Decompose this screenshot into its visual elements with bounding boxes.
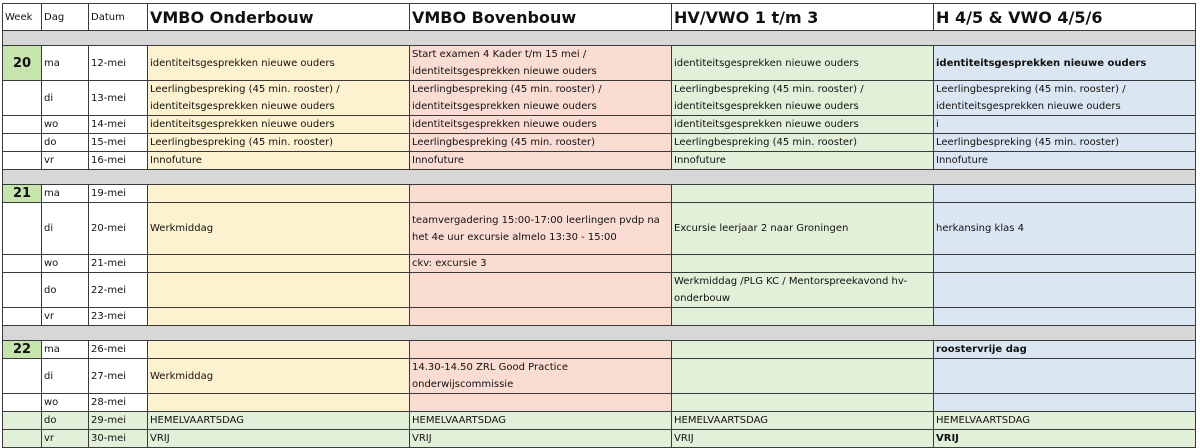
cell-hv-vwo (672, 341, 934, 359)
cell-vmbo-onderbouw: VRIJ (148, 430, 410, 448)
cell-vmbo-bovenbouw (410, 341, 672, 359)
separator-row (3, 326, 1196, 341)
week-number: 22 (3, 341, 42, 359)
day-cell: do (42, 273, 89, 308)
date-cell: 21-mei (89, 255, 148, 273)
table-row (3, 412, 1196, 430)
cell-vmbo-onderbouw: Innofuture (148, 152, 410, 170)
table-row (3, 46, 1196, 81)
cell-vmbo-onderbouw (148, 308, 410, 326)
date-cell: 12-mei (89, 46, 148, 81)
table-row (3, 134, 1196, 152)
day-cell: di (42, 81, 89, 116)
date-cell: 14-mei (89, 116, 148, 134)
table-row (3, 255, 1196, 273)
cell-hv-vwo: Innofuture (672, 152, 934, 170)
day-cell: do (42, 134, 89, 152)
cell-hv-vwo (672, 308, 934, 326)
cell-h45 (934, 394, 1196, 412)
cell-h45: herkansing klas 4 (934, 203, 1196, 255)
date-cell: 19-mei (89, 185, 148, 203)
date-cell: 13-mei (89, 81, 148, 116)
cell-hv-vwo: identiteitsgesprekken nieuwe ouders (672, 116, 934, 134)
cell-vmbo-onderbouw: identiteitsgesprekken nieuwe ouders (148, 46, 410, 81)
cell-hv-vwo: Leerlingbespreking (45 min. rooster) / identiteitsgesprekken nieuwe ouders (672, 81, 934, 116)
date-cell: 22-mei (89, 273, 148, 308)
header-dag: Dag (42, 4, 89, 31)
header-week: Week (3, 4, 42, 31)
cell-h45: Innofuture (934, 152, 1196, 170)
header-vmbo-bovenbouw: VMBO Bovenbouw (410, 4, 672, 31)
week-cell (3, 255, 42, 273)
cell-h45: Leerlingbespreking (45 min. rooster) (934, 134, 1196, 152)
cell-vmbo-bovenbouw: 14.30-14.50 ZRL Good Practice onderwijscommissie (410, 359, 672, 394)
cell-hv-vwo: Leerlingbespreking (45 min. rooster) (672, 134, 934, 152)
cell-hv-vwo: VRIJ (672, 430, 934, 448)
week-number: 20 (3, 46, 42, 81)
header-datum: Datum (89, 4, 148, 31)
table-row (3, 273, 1196, 308)
date-cell: 29-mei (89, 412, 148, 430)
cell-vmbo-bovenbouw: teamvergadering 15:00-17:00 leerlingen pvdp na het 4e uur excursie almelo 13:30 - 15:00 (410, 203, 672, 255)
table-row (3, 185, 1196, 203)
cell-hv-vwo (672, 359, 934, 394)
cell-vmbo-onderbouw (148, 185, 410, 203)
cell-vmbo-onderbouw: Werkmiddag (148, 203, 410, 255)
cell-vmbo-bovenbouw: Start examen 4 Kader t/m 15 mei / identiteitsgesprekken nieuwe ouders (410, 46, 672, 81)
schedule-table (2, 3, 1196, 448)
cell-vmbo-onderbouw (148, 394, 410, 412)
day-cell: ma (42, 341, 89, 359)
cell-h45: i (934, 116, 1196, 134)
week-cell (3, 152, 42, 170)
week-cell (3, 81, 42, 116)
cell-vmbo-onderbouw (148, 273, 410, 308)
date-cell: 20-mei (89, 203, 148, 255)
day-cell: ma (42, 185, 89, 203)
day-cell: wo (42, 116, 89, 134)
cell-hv-vwo: Werkmiddag /PLG KC / Mentorspreekavond hv-onderbouw (672, 273, 934, 308)
header-h45-vwo456: H 4/5 & VWO 4/5/6 (934, 4, 1196, 31)
cell-vmbo-onderbouw (148, 341, 410, 359)
cell-hv-vwo (672, 185, 934, 203)
cell-hv-vwo: identiteitsgesprekken nieuwe ouders (672, 46, 934, 81)
cell-h45 (934, 273, 1196, 308)
cell-vmbo-bovenbouw (410, 273, 672, 308)
cell-h45: HEMELVAARTSDAG (934, 412, 1196, 430)
cell-hv-vwo (672, 255, 934, 273)
table-row (3, 341, 1196, 359)
table-row (3, 394, 1196, 412)
cell-vmbo-onderbouw: identiteitsgesprekken nieuwe ouders (148, 116, 410, 134)
date-cell: 16-mei (89, 152, 148, 170)
cell-h45 (934, 308, 1196, 326)
week-number: 21 (3, 185, 42, 203)
date-cell: 15-mei (89, 134, 148, 152)
date-cell: 23-mei (89, 308, 148, 326)
week-cell (3, 412, 42, 430)
cell-vmbo-bovenbouw (410, 185, 672, 203)
day-cell: vr (42, 430, 89, 448)
cell-vmbo-bovenbouw: VRIJ (410, 430, 672, 448)
table-row (3, 359, 1196, 394)
separator-row (3, 31, 1196, 46)
cell-vmbo-onderbouw: Werkmiddag (148, 359, 410, 394)
cell-hv-vwo (672, 394, 934, 412)
cell-h45: Leerlingbespreking (45 min. rooster) / identiteitsgesprekken nieuwe ouders (934, 81, 1196, 116)
cell-h45: identiteitsgesprekken nieuwe ouders (934, 46, 1196, 81)
cell-h45 (934, 185, 1196, 203)
date-cell: 28-mei (89, 394, 148, 412)
week-cell (3, 308, 42, 326)
week-cell (3, 430, 42, 448)
week-cell (3, 273, 42, 308)
cell-vmbo-onderbouw: HEMELVAARTSDAG (148, 412, 410, 430)
date-cell: 27-mei (89, 359, 148, 394)
table-row (3, 152, 1196, 170)
week-cell (3, 359, 42, 394)
cell-vmbo-bovenbouw: identiteitsgesprekken nieuwe ouders (410, 116, 672, 134)
cell-vmbo-onderbouw (148, 255, 410, 273)
table-row (3, 308, 1196, 326)
day-cell: di (42, 203, 89, 255)
day-cell: vr (42, 308, 89, 326)
week-cell (3, 116, 42, 134)
cell-vmbo-bovenbouw: Innofuture (410, 152, 672, 170)
day-cell: di (42, 359, 89, 394)
date-cell: 26-mei (89, 341, 148, 359)
separator-row (3, 170, 1196, 185)
header-hv-vwo: HV/VWO 1 t/m 3 (672, 4, 934, 31)
day-cell: wo (42, 394, 89, 412)
cell-vmbo-bovenbouw: Leerlingbespreking (45 min. rooster) (410, 134, 672, 152)
table-row (3, 116, 1196, 134)
table-row (3, 203, 1196, 255)
cell-hv-vwo: HEMELVAARTSDAG (672, 412, 934, 430)
cell-vmbo-bovenbouw: HEMELVAARTSDAG (410, 412, 672, 430)
header-vmbo-onderbouw: VMBO Onderbouw (148, 4, 410, 31)
week-cell (3, 134, 42, 152)
cell-h45 (934, 255, 1196, 273)
date-cell: 30-mei (89, 430, 148, 448)
cell-vmbo-bovenbouw: ckv: excursie 3 (410, 255, 672, 273)
cell-h45: roostervrije dag (934, 341, 1196, 359)
cell-vmbo-onderbouw: Leerlingbespreking (45 min. rooster) / identiteitsgesprekken nieuwe ouders (148, 81, 410, 116)
day-cell: ma (42, 46, 89, 81)
table-row (3, 430, 1196, 448)
week-cell (3, 203, 42, 255)
cell-vmbo-bovenbouw (410, 308, 672, 326)
cell-h45 (934, 359, 1196, 394)
cell-hv-vwo: Excursie leerjaar 2 naar Groningen (672, 203, 934, 255)
cell-h45: VRIJ (934, 430, 1196, 448)
header-row (3, 4, 1196, 31)
day-cell: vr (42, 152, 89, 170)
week-cell (3, 394, 42, 412)
cell-vmbo-bovenbouw (410, 394, 672, 412)
table-row (3, 81, 1196, 116)
day-cell: wo (42, 255, 89, 273)
cell-vmbo-onderbouw: Leerlingbespreking (45 min. rooster) (148, 134, 410, 152)
day-cell: do (42, 412, 89, 430)
cell-vmbo-bovenbouw: Leerlingbespreking (45 min. rooster) / identiteitsgesprekken nieuwe ouders (410, 81, 672, 116)
